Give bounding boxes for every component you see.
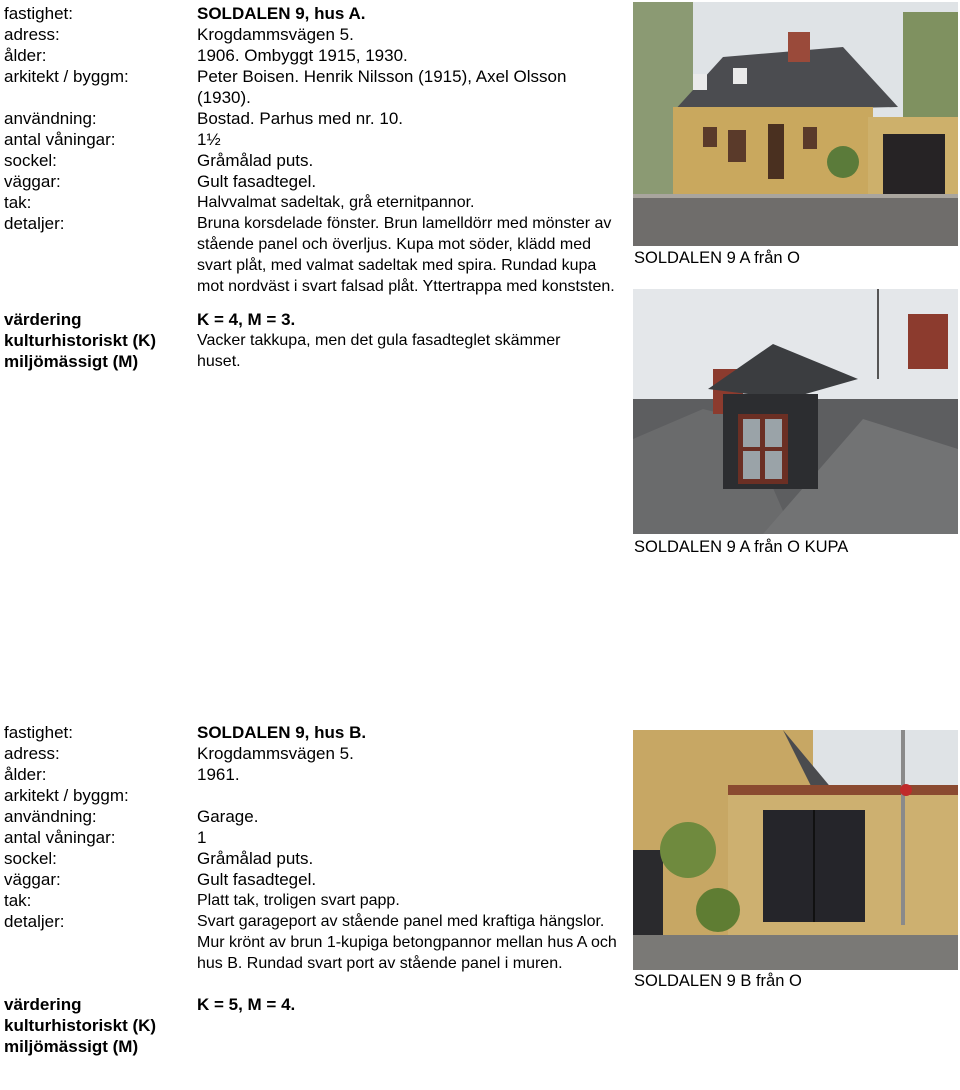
- value-sockel-b: Gråmålad puts.: [197, 849, 314, 868]
- label-anvandning: användning:: [4, 109, 97, 128]
- row-tak: [4, 192, 624, 213]
- value-detaljer-b: Svart garageport av stående panel med kraftiga hängslor. Mur krönt av brun 1-kupiga betongpannor mellan hus A och hus B. Rundad svart port av stående panel i muren.: [197, 913, 617, 972]
- row-adress-b: [4, 743, 624, 764]
- value-fastighet: SOLDALEN 9, hus A.: [197, 4, 366, 23]
- caption-house-a: SOLDALEN 9 A från O: [634, 249, 800, 267]
- label-miljomassigt: miljömässigt (M): [4, 352, 139, 371]
- value-arkitekt-b: [197, 785, 624, 806]
- value-detaljer: Bruna korsdelade fönster. Brun lamelldörr med mönster av stående panel och överljus. Kupa mot söder, klädd med svart plåt, med valmat sadeltak med spira. Rundad kupa mot nordväst i svart falsad plåt. Yttertrappa med konststen.: [197, 215, 615, 295]
- evaluation-a: [4, 309, 624, 372]
- value-tak: Halvvalmat sadeltak, grå eternitpannor.: [197, 194, 475, 211]
- row-adress: [4, 24, 624, 45]
- value-sockel: Gråmålad puts.: [197, 151, 314, 170]
- label-alder: ålder:: [4, 46, 47, 65]
- label-kulturhistoriskt-b: kulturhistoriskt (K): [4, 1016, 157, 1035]
- record-b: [4, 722, 624, 1057]
- caption-dormer-a: SOLDALEN 9 A från O KUPA: [634, 538, 849, 556]
- label-arkitekt-b: arkitekt / byggm:: [4, 786, 129, 805]
- row-vaggar-b: [4, 869, 624, 890]
- label-vardering-b: värdering: [4, 995, 82, 1014]
- label-detaljer: detaljer:: [4, 214, 65, 233]
- label-vardering: värdering: [4, 310, 82, 329]
- row-vaningar-b: [4, 827, 624, 848]
- label-tak: tak:: [4, 193, 32, 212]
- dormer-image: [633, 289, 958, 534]
- value-vaningar-b: 1: [197, 828, 207, 847]
- photo-garage-b: [633, 730, 958, 970]
- value-arkitekt: Peter Boisen. Henrik Nilsson (1915), Axel Olsson (1930).: [197, 67, 567, 107]
- label-adress: adress:: [4, 25, 60, 44]
- value-anvandning: Bostad. Parhus med nr. 10.: [197, 109, 404, 128]
- value-vaggar-b: Gult fasadtegel.: [197, 870, 317, 889]
- evaluation-labels: [4, 309, 197, 372]
- label-vaningar: antal våningar:: [4, 130, 116, 149]
- value-anvandning-b: Garage.: [197, 807, 259, 826]
- label-kulturhistoriskt: kulturhistoriskt (K): [4, 331, 157, 350]
- evaluation-labels-b: [4, 994, 197, 1057]
- evaluation-values: [197, 309, 624, 372]
- row-anvandning-b: [4, 806, 624, 827]
- label-fastighet: fastighet:: [4, 4, 73, 23]
- photo-dormer-a: [633, 289, 958, 534]
- house-a-image: [633, 2, 958, 246]
- row-arkitekt-b: [4, 785, 624, 806]
- value-adress: Krogdammsvägen 5.: [197, 25, 354, 44]
- row-vaggar: [4, 171, 624, 192]
- row-fastighet-b: [4, 722, 624, 743]
- label-miljomassigt-b: miljömässigt (M): [4, 1037, 139, 1056]
- row-detaljer-b: [4, 911, 624, 974]
- evaluation-values-b: [197, 994, 624, 1057]
- garage-image: [633, 730, 958, 970]
- row-detaljer: [4, 213, 624, 297]
- evaluation-score-b: K = 5, M = 4.: [197, 995, 296, 1014]
- label-sockel: sockel:: [4, 151, 57, 170]
- label-vaggar: väggar:: [4, 172, 61, 191]
- value-vaggar: Gult fasadtegel.: [197, 172, 317, 191]
- value-vaningar: 1½: [197, 130, 221, 149]
- label-fastighet-b: fastighet:: [4, 723, 73, 742]
- row-anvandning: [4, 108, 624, 129]
- row-vaningar: [4, 129, 624, 150]
- label-arkitekt: arkitekt / byggm:: [4, 67, 129, 86]
- evaluation-b: [4, 994, 624, 1057]
- caption-garage-b: SOLDALEN 9 B från O: [634, 972, 802, 990]
- evaluation-comment: Vacker takkupa, men det gula fasadteglet skämmer huset.: [197, 332, 561, 370]
- row-alder-b: [4, 764, 624, 785]
- row-arkitekt: [4, 66, 624, 108]
- label-sockel-b: sockel:: [4, 849, 57, 868]
- row-alder: [4, 45, 624, 66]
- photo-house-a: [633, 2, 958, 246]
- row-tak-b: [4, 890, 624, 911]
- label-detaljer-b: detaljer:: [4, 912, 65, 931]
- value-alder: 1906. Ombyggt 1915, 1930.: [197, 46, 408, 65]
- label-tak-b: tak:: [4, 891, 32, 910]
- label-adress-b: adress:: [4, 744, 60, 763]
- label-vaningar-b: antal våningar:: [4, 828, 116, 847]
- label-alder-b: ålder:: [4, 765, 47, 784]
- value-alder-b: 1961.: [197, 765, 240, 784]
- row-sockel-b: [4, 848, 624, 869]
- value-fastighet-b: SOLDALEN 9, hus B.: [197, 723, 367, 742]
- row-sockel: [4, 150, 624, 171]
- value-tak-b: Platt tak, troligen svart papp.: [197, 892, 400, 909]
- value-adress-b: Krogdammsvägen 5.: [197, 744, 354, 763]
- record-a: [4, 3, 624, 372]
- row-fastighet: [4, 3, 624, 24]
- label-vaggar-b: väggar:: [4, 870, 61, 889]
- label-anvandning-b: användning:: [4, 807, 97, 826]
- evaluation-score: K = 4, M = 3.: [197, 310, 296, 329]
